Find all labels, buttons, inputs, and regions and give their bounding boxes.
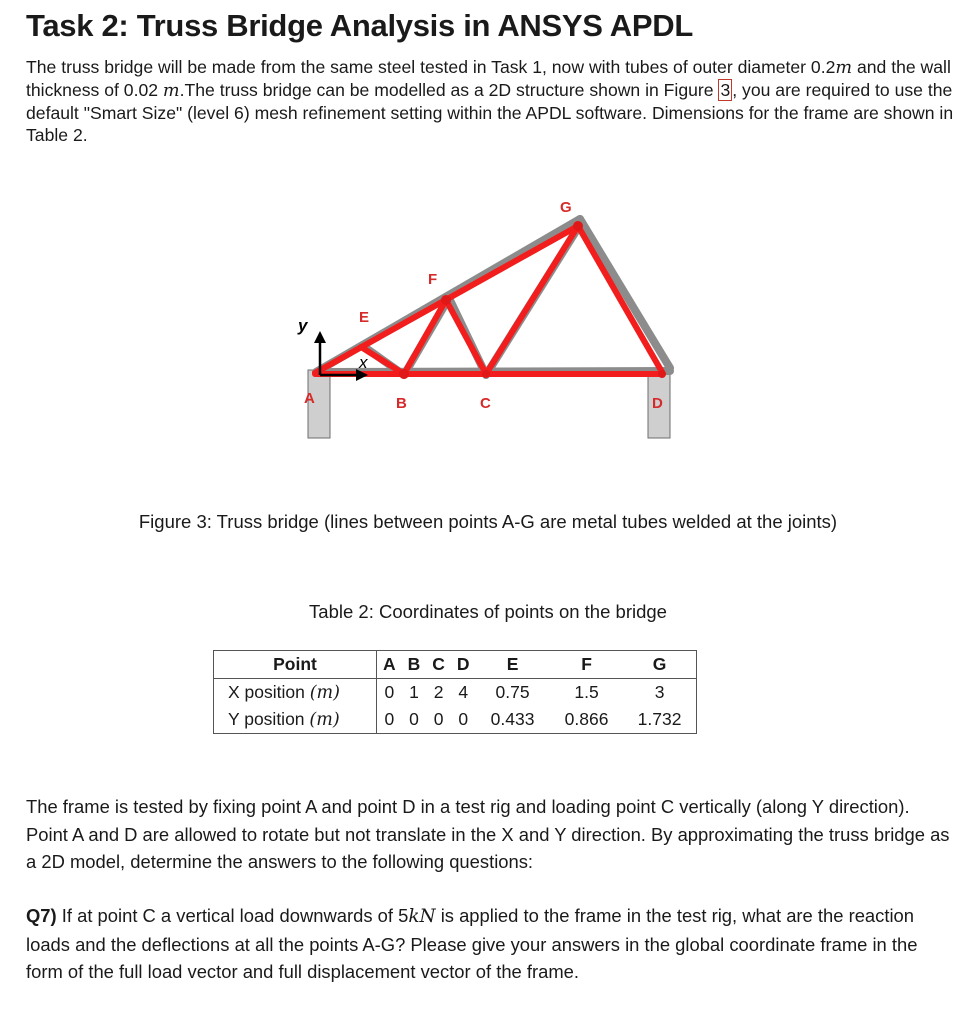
header-point: Point — [214, 651, 377, 679]
load-unit: kN — [408, 906, 436, 927]
label-a: A — [304, 390, 315, 407]
cell: 1.5 — [574, 682, 599, 702]
label-e: E — [359, 309, 370, 326]
intro-paragraph — [26, 56, 956, 146]
header-b: B — [402, 651, 427, 679]
table-header-row — [214, 651, 697, 679]
intro-text-3: .The truss bridge can be modelled as a 2D structure shown in Figure — [179, 80, 719, 100]
figure-reference-link[interactable]: 3 — [720, 80, 731, 100]
cell: 3 — [654, 682, 665, 702]
header-g: G — [624, 651, 697, 679]
intro-text-1: The truss bridge will be made from the same steel tested in Task 1, now with tubes of outer diameter 0.2 — [26, 57, 836, 77]
cell: 0 — [384, 709, 395, 729]
axis-x-label: x — [359, 353, 368, 372]
question-text-1: If at point C a vertical load downwards of 5 — [56, 905, 409, 926]
cell: 2 — [433, 682, 444, 702]
member-g-d — [578, 226, 662, 372]
cell: 0 — [433, 709, 444, 729]
page-title: Task 2: Truss Bridge Analysis in ANSYS APDL — [26, 8, 693, 43]
coordinates-table — [213, 650, 697, 734]
header-e: E — [476, 651, 550, 679]
table-row-x — [214, 679, 697, 707]
header-a: A — [377, 651, 402, 679]
question-label: Q7) — [26, 905, 57, 926]
test-description-paragraph: The frame is tested by fixing point A and point D in a test rig and loading point C vertically (along Y direction). Point A and D are allowed to rotate but not translate in the X and Y direction. By approximating the truss bridge as a 2D model, determine the answers to the following questions: — [26, 796, 950, 872]
axis-y-label: y — [298, 316, 308, 335]
truss-bridge-figure — [290, 195, 690, 455]
cell: 1.732 — [637, 709, 682, 729]
header-c: C — [426, 651, 451, 679]
cell: 1 — [409, 682, 419, 702]
cell: 4 — [458, 682, 469, 702]
question-text-2: is applied to the frame in the test rig, what are the reaction loads and the deflections at all the points A-G? Please give your answers in the global coordinate frame in the form of the full load vector and full displacement vector of the frame. — [26, 905, 918, 982]
header-d: D — [451, 651, 476, 679]
cell: 0.75 — [495, 682, 530, 702]
row-label-y: Y position (m) — [214, 706, 377, 734]
question-q7 — [26, 902, 952, 986]
cell: 0.866 — [564, 709, 609, 729]
row-label-x: X position (m) — [214, 679, 377, 707]
figure-caption: Figure 3: Truss bridge (lines between points A-G are metal tubes welded at the joints) — [138, 511, 838, 532]
label-f: F — [428, 271, 438, 288]
unit-m-1: m — [835, 58, 853, 78]
cell: 0 — [384, 682, 395, 702]
table-caption: Table 2: Coordinates of points on the bridge — [309, 601, 667, 622]
label-g: G — [560, 199, 572, 216]
member-f-c — [446, 300, 486, 374]
label-c: C — [480, 395, 491, 412]
cell: 0.433 — [490, 709, 535, 729]
table-row-y — [214, 706, 697, 734]
label-d: D — [652, 395, 663, 412]
intro-text-2: and the wall thickness of 0.02 — [26, 57, 951, 100]
cell: 0 — [458, 709, 469, 729]
header-f: F — [550, 651, 624, 679]
label-b: B — [396, 395, 407, 412]
unit-m-2: m — [162, 81, 180, 101]
intro-text-4: , you are required to use the default "Smart Size" (level 6) mesh refinement setting within the APDL software. Dimensions for the frame are shown in Table 2. — [26, 80, 954, 145]
cell: 0 — [409, 709, 419, 729]
truss-members — [315, 226, 662, 374]
